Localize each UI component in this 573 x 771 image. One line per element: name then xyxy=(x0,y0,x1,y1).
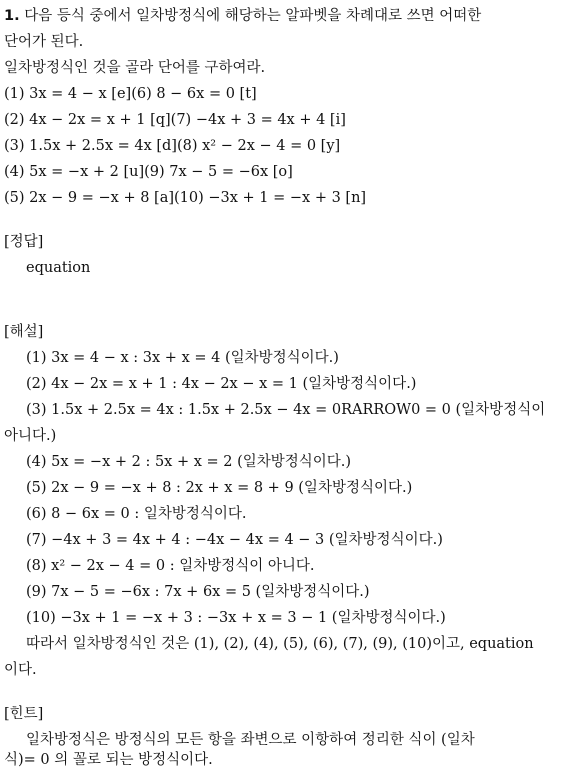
explanation-line-8: (8) x² − 2x − 4 = 0 : 일차방정식이 아니다. xyxy=(26,558,315,574)
explanation-line-1: (1) 3x = 4 − x : 3x + x = 4 (일차방정식이다.) xyxy=(26,350,339,366)
question-text: 다음 등식 중에서 일차방정식에 해당하는 알파벳을 차례대로 쓰면 어떠한 xyxy=(24,8,482,24)
equation-item-3: (3) 1.5x + 2.5x = 4x [d](8) x² − 2x − 4 = 0 [y] xyxy=(4,138,341,154)
explanation-line-3: (3) 1.5x + 2.5x = 4x : 1.5x + 2.5x − 4x = 0RARROW0 = 0 (일차방정식이 xyxy=(26,402,546,418)
question-number: 1. xyxy=(4,8,20,24)
explanation-line-6: (6) 8 − 6x = 0 : 일차방정식이다. xyxy=(26,506,247,522)
explanation-label: [해설] xyxy=(4,324,44,340)
explanation-conclusion: 따라서 일차방정식인 것은 (1), (2), (4), (5), (6), (7), (9), (10)이고, equation xyxy=(26,636,534,652)
explanation-conclusion-cont: 이다. xyxy=(4,662,37,678)
explanation-line-10: (10) −3x + 1 = −x + 3 : −3x + x = 3 − 1 (일차방정식이다.) xyxy=(26,610,446,626)
question-instruction: 일차방정식인 것을 골라 단어를 구하여라. xyxy=(4,60,266,76)
question-line-1 xyxy=(4,6,569,26)
equation-item-5: (5) 2x − 9 = −x + 8 [a](10) −3x + 1 = −x + 3 [n] xyxy=(4,190,367,206)
explanation-line-9: (9) 7x − 5 = −6x : 7x + 6x = 5 (일차방정식이다.) xyxy=(26,584,370,600)
explanation-line-4: (4) 5x = −x + 2 : 5x + x = 2 (일차방정식이다.) xyxy=(26,454,352,470)
equation-item-1: (1) 3x = 4 − x [e](6) 8 − 6x = 0 [t] xyxy=(4,86,257,102)
explanation-line-2: (2) 4x − 2x = x + 1 : 4x − 2x − x = 1 (일차방정식이다.) xyxy=(26,376,417,392)
answer-label: [정답] xyxy=(4,234,44,250)
hint-line-2: 식)= 0 의 꼴로 되는 방정식이다. xyxy=(4,752,213,768)
question-line-2: 단어가 된다. xyxy=(4,34,84,50)
equation-item-4: (4) 5x = −x + 2 [u](9) 7x − 5 = −6x [o] xyxy=(4,164,293,180)
explanation-line-3-cont: 아니다.) xyxy=(4,428,57,444)
answer-text: equation xyxy=(26,260,91,276)
explanation-line-7: (7) −4x + 3 = 4x + 4 : −4x − 4x = 4 − 3 (일차방정식이다.) xyxy=(26,532,443,548)
equation-item-2: (2) 4x − 2x = x + 1 [q](7) −4x + 3 = 4x + 4 [i] xyxy=(4,112,346,128)
explanation-line-5: (5) 2x − 9 = −x + 8 : 2x + x = 8 + 9 (일차방정식이다.) xyxy=(26,480,413,496)
hint-line-1: 일차방정식은 방정식의 모든 항을 좌변으로 이항하여 정리한 식이 (일차 xyxy=(26,732,475,748)
hint-label: [힌트] xyxy=(4,706,44,722)
